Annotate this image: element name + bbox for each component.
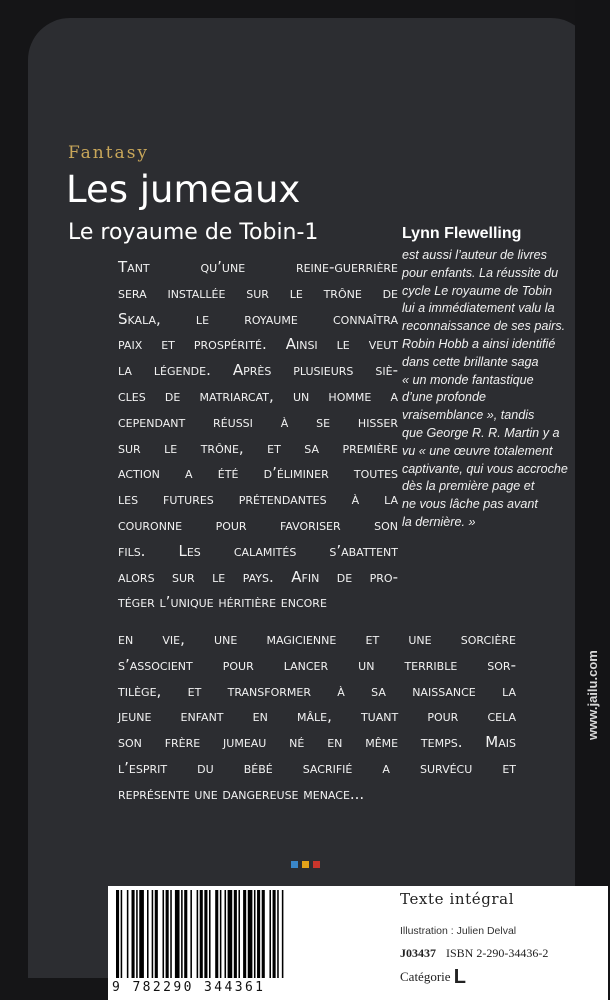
barcode-bar [215, 890, 218, 978]
barcode-bar [175, 890, 180, 978]
bio-line: pour enfants. La réussite du [402, 265, 559, 280]
barcode-bar [170, 890, 172, 978]
bio-line: reconnaissance de ses pairs. [402, 319, 566, 334]
summary-line: les futures prétendantes à la [118, 490, 398, 509]
barcode-bar [228, 890, 233, 978]
bio-line: « un monde fantastique [402, 372, 534, 387]
genre-label: Fantasy [68, 143, 150, 163]
book-subtitle: Le royaume de Tobin-1 [68, 220, 319, 245]
reference-line [400, 946, 548, 961]
summary-line: Tant qu’une reine-guerrière [118, 258, 398, 276]
barcode-bar [200, 890, 203, 978]
summary-line: fils. Les calamités s’abattent [118, 541, 398, 560]
barcode-bar [121, 890, 123, 978]
isbn: ISBN 2-290-34436-2 [446, 946, 549, 960]
blue-dot [291, 861, 298, 868]
barcode-bar [166, 890, 169, 978]
summary-line: s’associent pour lancer un terrible sor- [118, 655, 516, 674]
category-line [400, 966, 466, 989]
summary-line: en vie, une magicienne et une sorcière [118, 630, 516, 648]
barcode-bar [243, 890, 246, 978]
bio-line: dans cette brillante saga [402, 354, 539, 369]
barcode-bar [132, 890, 135, 978]
barcode-bar [163, 890, 165, 978]
yellow-dot [302, 861, 309, 868]
summary-line: l’esprit du bébé sacrifié a survécu et [118, 758, 516, 777]
bio-line: vu « une œuvre totalement [402, 443, 553, 458]
summary-line: cles de matriarcat, un homme a [118, 386, 398, 405]
barcode-bar [262, 890, 265, 978]
bio-line: Robin Hobb a ainsi identifié [402, 336, 556, 351]
decorative-dots [291, 861, 320, 868]
barcode-bar [136, 890, 138, 978]
barcode-bar [254, 890, 256, 978]
barcode-bar [147, 890, 149, 978]
barcode-bar [209, 890, 211, 978]
barcode-bar [139, 890, 144, 978]
barcode-bar [277, 890, 279, 978]
summary-line: cependant réussi à se hisser [118, 412, 398, 431]
bio-line: d’une profonde [402, 390, 487, 405]
summary-line: alors sur le pays. Afin de pro- [118, 567, 398, 586]
bio-line: la dernière. » [402, 514, 476, 529]
bio-line: que George R. R. Martin y a [402, 425, 560, 440]
summary-line: la légende. Après plusieurs siè- [118, 361, 398, 380]
bio-line: ne vous lâche pas avant [402, 497, 538, 512]
barcode-bar [184, 890, 187, 978]
barcode-bar [197, 890, 199, 978]
barcode-bar [248, 890, 253, 978]
summary-line: action a été d’éliminer toutes [118, 464, 398, 483]
barcode-bar [225, 890, 227, 978]
bio-line: vraisemblance », tandis [402, 408, 535, 423]
bio-line: est aussi l’auteur de livres [402, 248, 547, 262]
bio-line: dès la première page et [402, 479, 535, 494]
publisher-website: www.jailu.com [585, 650, 600, 740]
book-title: Les jumeaux [66, 168, 301, 211]
summary-line: paix et prospérité. Ainsi le veut [118, 335, 398, 354]
summary-line: Skala, le royaume connaîtra [118, 309, 398, 328]
author-name: Lynn Flewelling [402, 225, 522, 242]
barcode-bar [269, 890, 271, 978]
barcode-bar [127, 890, 129, 978]
summary-line: sur le trône, et sa première [118, 438, 398, 457]
summary-line: couronne pour favoriser son [118, 515, 398, 534]
summary-line: sera installée sur le trône de [118, 283, 398, 302]
bio-line: lui a immédiatement valu la [402, 301, 555, 316]
barcode-bar [273, 890, 276, 978]
bio-line: cycle Le royaume de Tobin [402, 283, 553, 298]
texte-integral: Texte intégral [400, 890, 515, 908]
barcode-bar [234, 890, 237, 978]
category-letter: L [453, 966, 467, 988]
author-bio [402, 247, 570, 532]
summary-line: tilège, et transformer à sa naissance la [118, 681, 516, 700]
ref-code: J03437 [400, 946, 436, 960]
red-dot [313, 861, 320, 868]
barcode-bar [238, 890, 240, 978]
barcode-bar [116, 890, 119, 978]
cover-edge-strip [575, 0, 610, 1000]
barcode-bar [152, 890, 154, 978]
barcode-image [110, 888, 395, 983]
summary-line: son frère jumeau né en même temps. Mais [118, 733, 516, 752]
barcode-bar [282, 890, 284, 978]
barcode-bar [190, 890, 192, 978]
barcode-bar [181, 890, 183, 978]
barcode-bar [204, 890, 207, 978]
summary-text-top [118, 255, 398, 616]
illustration-credit: Illustration : Julien Delval [400, 925, 517, 937]
summary-line: représente une dangereuse menace... [118, 784, 365, 803]
summary-line: téger l’unique héritière encore [118, 593, 327, 612]
bio-line: captivante, qui vous accroche [402, 461, 568, 476]
summary-text-bottom [118, 627, 516, 808]
summary-line: jeune enfant en mâle, tuant pour cela [118, 707, 516, 726]
barcode-bar [257, 890, 260, 978]
barcode-bar [155, 890, 158, 978]
barcode-digits: 9 782290 344361 [112, 980, 266, 995]
category-label: Catégorie [400, 969, 451, 984]
barcode-bar [220, 890, 222, 978]
